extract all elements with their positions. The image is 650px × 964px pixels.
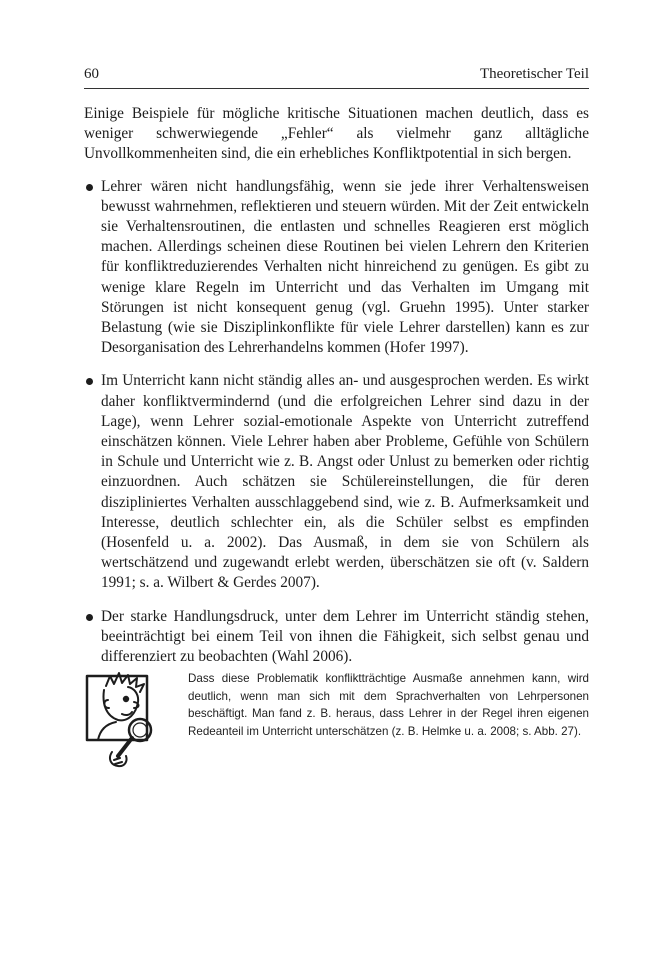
margin-note xyxy=(84,670,589,780)
bullet-text: Im Unterricht kann nicht ständig alles an- und ausgesprochen werden. Es wirkt daher konfliktvermindernd (und die erfolgreichen Lehrer sind dazu in der Lage), wenn Lehrer sozial-emotionale Aspekte von Unterricht zutreffend einschätzen können. Viele Lehrer haben aber Probleme, Gefühle von Schülern in Schule und Unterricht wie z. B. Angst oder Unlust zu bemerken oder richtig einzuordnen. Auch schätzen sie Schülereinstellungen, die für deren diszipliniertes Verhalten ausschlaggebend sind, wie z. B. Aufmerksamkeit und Interesse, deutlich schlechter ein, als die Schüler selbst es empfinden (Hosenfeld u. a. 2002). Das Ausmaß, in dem sie von Schülern als wertschätzend und zugewandt erlebt werden, überschätzen sie oft (v. Saldern 1991; s. a. Wilbert & Gerdes 2007). xyxy=(101,372,589,592)
note-text: Dass diese Problematik konfliktträchtige Ausmaße annehmen kann, wird deutlich, wenn man sich mit dem Sprachverhalten von Lehrpersonen beschäftigt. Man fand z. B. heraus, dass Lehrer in der Regel ihren eigenen Redeanteil im Unterricht unterschätzen (z. B. Helmke u. a. 2008; s. Abb. 27). xyxy=(188,672,589,738)
bullet-dot-icon xyxy=(86,614,93,621)
page-header xyxy=(84,66,589,89)
bullet-item xyxy=(84,371,589,593)
section-title: Theoretischer Teil xyxy=(479,66,589,82)
bullet-text: Lehrer wären nicht handlungsfähig, wenn sie jede ihrer Verhaltensweisen bewusst wahrnehmen, reflektieren und steuern würden. Mit der Zeit entwickeln sie Verhaltensroutinen, die entlasten und schnelles Reagieren erst möglich machen. Allerdings scheinen diese Routinen bei vielen Lehrern den Kriterien für konfliktreduzierendes Verhalten nicht hinreichend zu genügen. Es gibt zu wenige klare Regeln im Unterricht und das Verhalten im Umgang mit Störungen ist nicht konsequent genug (vgl. Gruehn 1995). Unter starker Belastung (wie sie Disziplinkonflikte für viele Lehrer darstellen) kann es zur Desorganisation des Lehrerhandelns kommen (Hofer 1997). xyxy=(101,177,589,357)
bullet-item xyxy=(84,607,589,668)
magnifier-reader-icon xyxy=(84,672,172,772)
bullet-list xyxy=(84,177,589,668)
bullet-dot-icon xyxy=(86,378,93,385)
bullet-dot-icon xyxy=(86,184,93,191)
bullet-text: Der starke Handlungsdruck, unter dem Lehrer im Unterricht ständig stehen, beeinträchtigt bei einem Teil von ihnen die Fähigkeit, sich selbst genau und differenziert zu beobachten (Wahl 2006). xyxy=(101,607,589,666)
bullet-item xyxy=(84,177,589,359)
intro-paragraph: Einige Beispiele für mögliche kritische Situationen machen deutlich, dass es weniger schwerwiegende „Fehler“ als vielmehr ganz alltägliche Unvollkommenheiten sind, die ein erhebliches Konfliktpotential in sich bergen. xyxy=(84,105,589,163)
page-number: 60 xyxy=(84,66,99,82)
main-content xyxy=(84,104,589,680)
